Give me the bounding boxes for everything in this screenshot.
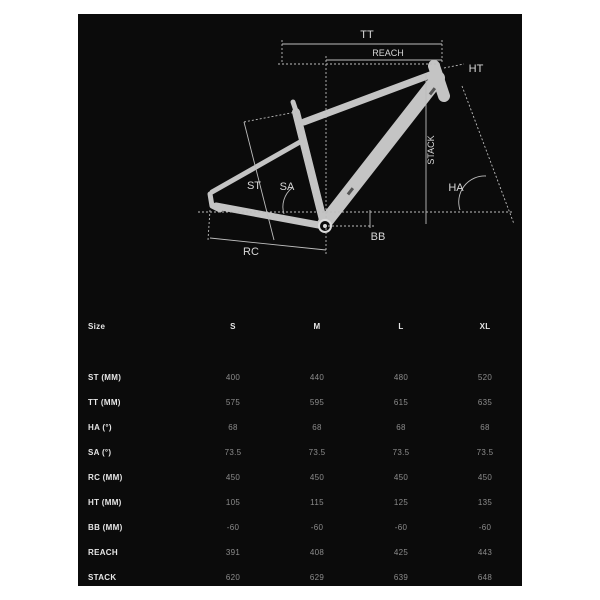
table-row — [78, 546, 522, 560]
st-label: ST — [246, 180, 262, 192]
dropout — [210, 194, 220, 210]
cell-value: 68 — [396, 423, 406, 432]
cell-value: 450 — [477, 473, 493, 482]
cell-value: 68 — [228, 423, 238, 432]
cell-value: 450 — [393, 473, 409, 482]
row-label: SA (°) — [88, 448, 112, 457]
cell-value: -60 — [310, 523, 324, 532]
cell-value: 391 — [225, 548, 241, 557]
cell-value: -60 — [478, 523, 492, 532]
cell-value: 73.5 — [308, 448, 326, 457]
cell-value: 480 — [393, 373, 409, 382]
size-m-header: M — [313, 322, 321, 331]
cell-value: -60 — [226, 523, 240, 532]
size-l-header: L — [398, 322, 404, 331]
cell-value: 73.5 — [392, 448, 410, 457]
size-xl-header: XL — [479, 322, 491, 331]
row-label: STACK — [88, 573, 117, 582]
row-label: REACH — [88, 548, 118, 557]
cell-value: 135 — [477, 498, 493, 507]
table-row — [78, 421, 522, 435]
table-row — [78, 521, 522, 535]
cell-value: 595 — [309, 398, 325, 407]
cell-value: 408 — [309, 548, 325, 557]
geometry-panel — [78, 14, 522, 586]
cell-value: 125 — [393, 498, 409, 507]
bb-label: BB — [370, 231, 386, 243]
rc-label: RC — [243, 246, 259, 258]
dimension-lines — [198, 40, 514, 254]
row-label: ST (MM) — [88, 373, 122, 382]
cell-value: 615 — [393, 398, 409, 407]
cell-value: 73.5 — [224, 448, 242, 457]
cell-value: 440 — [309, 373, 325, 382]
cell-value: 450 — [309, 473, 325, 482]
row-label: BB (MM) — [88, 523, 123, 532]
frame-geometry-diagram — [78, 14, 522, 274]
cell-value: 575 — [225, 398, 241, 407]
cell-value: 68 — [312, 423, 322, 432]
tt-dimension — [282, 40, 442, 62]
row-label: HA (°) — [88, 423, 112, 432]
ha-dimension — [444, 64, 514, 224]
down-tube — [324, 78, 438, 224]
stack-label: STACK — [426, 135, 436, 165]
cell-value: 115 — [310, 498, 324, 507]
tt-label: TT — [360, 29, 374, 41]
cell-value: 520 — [477, 373, 493, 382]
cell-value: 68 — [480, 423, 490, 432]
cell-value: 73.5 — [476, 448, 494, 457]
cell-value: 620 — [225, 573, 241, 582]
sa-label: SA — [279, 181, 295, 193]
cell-value: 629 — [309, 573, 325, 582]
table-row — [78, 571, 522, 585]
table-row — [78, 396, 522, 410]
reach-label: REACH — [372, 48, 404, 58]
row-label: HT (MM) — [88, 498, 122, 507]
cell-value: 425 — [393, 548, 409, 557]
table-row — [78, 371, 522, 385]
cell-value: 443 — [477, 548, 493, 557]
cell-value: 105 — [225, 498, 241, 507]
table-row — [78, 496, 522, 510]
bike-frame — [210, 66, 444, 226]
row-label: RC (MM) — [88, 473, 123, 482]
cell-value: 400 — [225, 373, 241, 382]
cell-value: -60 — [394, 523, 408, 532]
cell-value: 639 — [393, 573, 409, 582]
cell-value: 635 — [477, 398, 493, 407]
cell-value: 450 — [225, 473, 241, 482]
size-s-header: S — [230, 322, 236, 331]
ha-label: HA — [448, 182, 464, 194]
size-header: Size — [88, 322, 106, 331]
ht-label: HT — [468, 63, 484, 75]
table-row — [78, 471, 522, 485]
cell-value: 648 — [477, 573, 493, 582]
table-row — [78, 446, 522, 460]
table-header-row — [78, 320, 522, 334]
seat-tube — [296, 112, 324, 224]
row-label: TT (MM) — [88, 398, 121, 407]
